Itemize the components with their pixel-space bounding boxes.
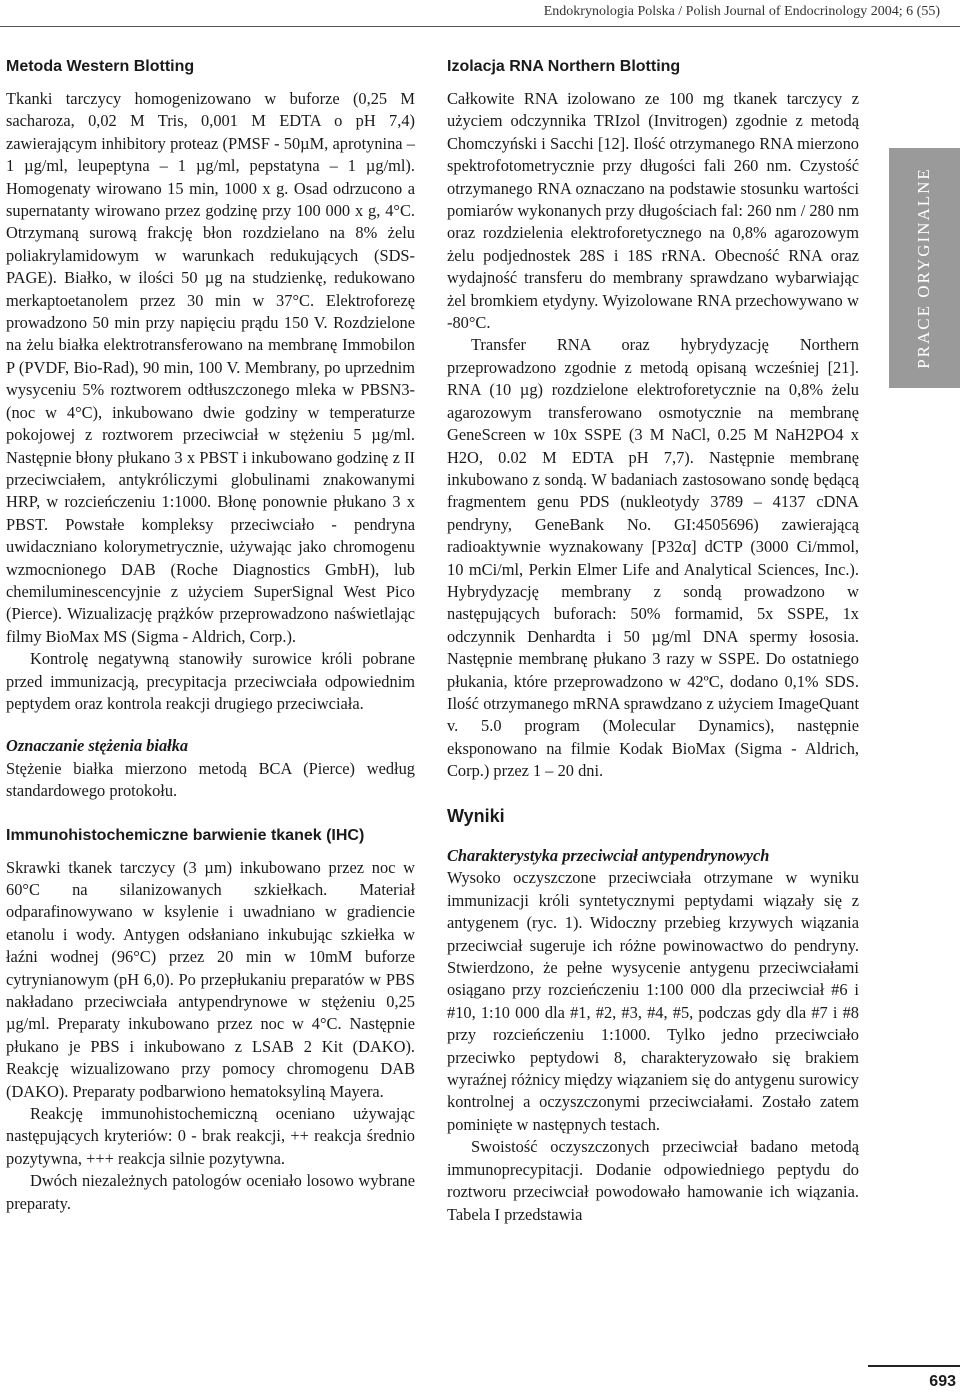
rna-isolation-paragraph-1: Całkowite RNA izolowano ze 100 mg tkanek tarczycy z użyciem odczynnika TRIzol (Invitrogen) zgodnie z metodą Chomczyński i Sacchi [12]. Ilość otrzymanego RNA mierzono spektrofotometrycznie przy długości fali 260 nm. Czystość otrzymanego RNA oznaczano na podstawie stosunku wartości pomiarów wykonanych przy długościach fal: 260 nm / 280 nm oraz rozdzielenia elektroforetycznego na 0,8% agarozowym żelu podjednostek 28S i 18S rRNA. Obecność RNA oraz wydajność transferu do membrany sprawdzano wybarwiając żel bromkiem etydyny. Wyizolowane RNA przechowywano w -80°C. <box>447 89 859 333</box>
ihc-heading: Immunohistochemiczne barwienie tkanek (IHC) <box>6 826 365 844</box>
running-head <box>0 0 940 26</box>
page-number-box <box>868 1365 960 1394</box>
header-rule <box>0 26 960 27</box>
western-blot-paragraph-2: Kontrolę negatywną stanowiły surowice króli pobrane przed immunizacją, precypitacja przeciwciała odpowiednim peptydem oraz kontrola reakcji drugiego przeciwciała. <box>6 649 415 713</box>
ihc-paragraph-3: Dwóch niezależnych patologów oceniało losowo wybrane preparaty. <box>6 1171 415 1213</box>
side-tab-label: PRACE ORYGINALNE <box>914 167 933 369</box>
results-heading: Wyniki <box>447 805 505 826</box>
right-column <box>447 56 859 1226</box>
rna-isolation-heading: Izolacja RNA Northern Blotting <box>447 58 681 75</box>
western-blot-paragraph-1: Tkanki tarczycy homogenizowano w buforze (0,25 M sacharoza, 0,02 M Tris, 0,001 M EDTA o pH 7,4) zawierającym inhibitory proteaz (PMSF - 50µM, aprotynina – 1 µg/ml, leupeptyna – 1 µg/ml, pepstatyna – 1 µg/ml). Homogenaty wirowano 15 min, 1000 x g. Osad odrzucono a supernatanty wirowano przez godzinę przy 100 000 x g, 4°C. Otrzymaną surową frakcję błon rozdzielano na 8% żelu poliakrylamidowym w warunkach redukujących (SDS-PAGE). Białko, w ilości 50 µg na studzienkę, redukowano merkaptoetanolem przez 30 min w 37°C. Elektroforezę prowadzono 50 min przy napięciu prądu 150 V. Rozdzielone na żelu białka elektrotransferowano na membranę Immobilon P (PVDF, Bio-Rad), 90 min, 100 V. Membrany, po uprzednim wysyceniu 5% roztworem odtłuszczonego mleka w PBSN3- (noc w 4°C), inkubowano dwie godziny w temperaturze pokojowej z roztworem przeciwciał w stężeniu 5 µg/ml. Następnie błony płukano 3 x PBST i inkubowano godzinę z II przeciwciałem, antykróliczymi globulinami znakowanymi HRP, w rozcieńczeniu 1:1000. Błonę ponownie płukano 3 x PBST. Powstałe kompleksy przeciwciało - pendryna uwidaczniano kolorymetrycznie, używając jako chromogenu wzmocnionego DAB (Roche Diagnostics GmbH), lub chemiluminescencyjnie z użyciem SuperSignal West Pico (Pierce). Wizualizację prążków przeprowadzono naświetlając filmy BioMax MS (Sigma - Aldrich, Corp.). <box>6 89 415 646</box>
antibody-characteristics-heading: Charakterystyka przeciwciał antypendrynowych <box>447 846 770 865</box>
protein-concentration-heading: Oznaczanie stężenia białka <box>6 736 189 756</box>
antibody-characteristics-paragraph-2: Swoistość oczyszczonych przeciwciał badano metodą immunoprecypitacji. Dodanie odpowiedniego peptydu do roztworu przeciwciał powodowało hamowanie ich wiązania. Tabela I przedstawia <box>447 1137 859 1224</box>
section-side-tab <box>889 148 960 388</box>
western-blot-heading: Metoda Western Blotting <box>6 58 195 75</box>
left-column <box>6 56 415 1215</box>
page-number: 693 <box>929 1373 956 1390</box>
protein-concentration-paragraph: Stężenie białka mierzono metodą BCA (Pierce) według standardowego protokołu. <box>6 758 415 801</box>
ihc-paragraph-2: Reakcję immunohistochemiczną oceniano używając następujących kryteriów: 0 - brak reakcji, ++ reakcja średnio pozytywna, +++ reakcja silnie pozytywna. <box>6 1104 415 1168</box>
antibody-characteristics-paragraph-1: Wysoko oczyszczone przeciwciała otrzymane w wyniku immunizacji króli syntetycznymi peptydami wiązały się z antygenem (ryc. 1). Widoczny przebieg krzywych wiązania przeciwciał sugeruje ich różne powinowactwo do pendryny. Stwierdzono, że pełne wysycenie antygenu przeciwciałami osiągano przy rozcieńczeniu 1:100 000 dla przeciwciał #6 i #10, 1:10 000 dla #1, #2, #3, #4, #5, podczas gdy dla #7 i #8 przy rozcieńczeniu 1:1000. Tylko jedno przeciwciało przeciwko peptydowi 8, charakteryzowało się brakiem wyraźnej różnicy między wiązaniem się do antygenu surowicy kontrolnej a oczyszczonymi przeciwciałami. Zostało zatem pominięte w następnych testach. <box>447 868 859 1134</box>
rna-isolation-paragraph-2: Transfer RNA oraz hybrydyzację Northern przeprowadzono zgodnie z metodą opisaną wcześniej [21]. RNA (10 µg) rozdzielone elektroforetycznie na 0,8% żelu agarozowym transferowano osmotycznie na membranę GeneScreen w 10x SSPE (3 M NaCl, 0.25 M NaH2PO4 x H2O, 0.02 M EDTA pH 7,7). Następnie membranę inkubowano z sondą. W badaniach zastosowano sondę będącą fragmentem genu PDS (nukleotydy 3789 – 4137 cDNA pendryny, GeneBank No. GI:4505696) zawierającą radioaktywnie wyznakowany [P32α] dCTP (3000 Ci/mmol, 10 mCi/ml, Perkin Elmer Life and Analytical Sciences, Inc.). Hybrydyzację membrany z sondą prowadzono w następujących buforach: 50% formamid, 5x SSPE, 1x odczynnik Denhardta i 50 µg/ml DNA spermy łososia. Następnie membranę płukano 3 razy w SSPE. Do ostatniego płukania, które przeprowadzono w 42ºC, dodano 0,1% SDS. Ilość otrzymanego mRNA sprawdzano z użyciem ImageQuant v. 5.0 program (Molecular Dynamics), następnie eksponowano na filmie Kodak BioMax (Sigma - Aldrich, Corp.) przez 1 – 20 dni. <box>447 335 859 781</box>
ihc-paragraph-1: Skrawki tkanek tarczycy (3 µm) inkubowano przez noc w 60°C na silanizowanych szkiełkach. Materiał odparafinowywano w ksylenie i uwadniano w gradiencie etanolu i wody. Antygen odsłaniano inkubując szkiełka w łaźni wodnej (96°C) przez 20 min w 10mM buforze cytrynianowym (pH 6,0). Po przepłukaniu preparatów w PBS nakładano przeciwciała antypendrynowe w stężeniu 0,25 µg/ml. Preparaty inkubowano przez noc w 4°C. Następnie płukano je PBS i inkubowano z LSAB 2 Kit (DAKO). Reakcję wizualizowano przy pomocy chromogenu DAB (DAKO). Preparaty podbarwiono hematoksyliną Mayera. <box>6 857 415 1101</box>
journal-citation: Endokrynologia Polska / Polish Journal of Endocrinology 2004; 6 (55) <box>543 4 940 19</box>
